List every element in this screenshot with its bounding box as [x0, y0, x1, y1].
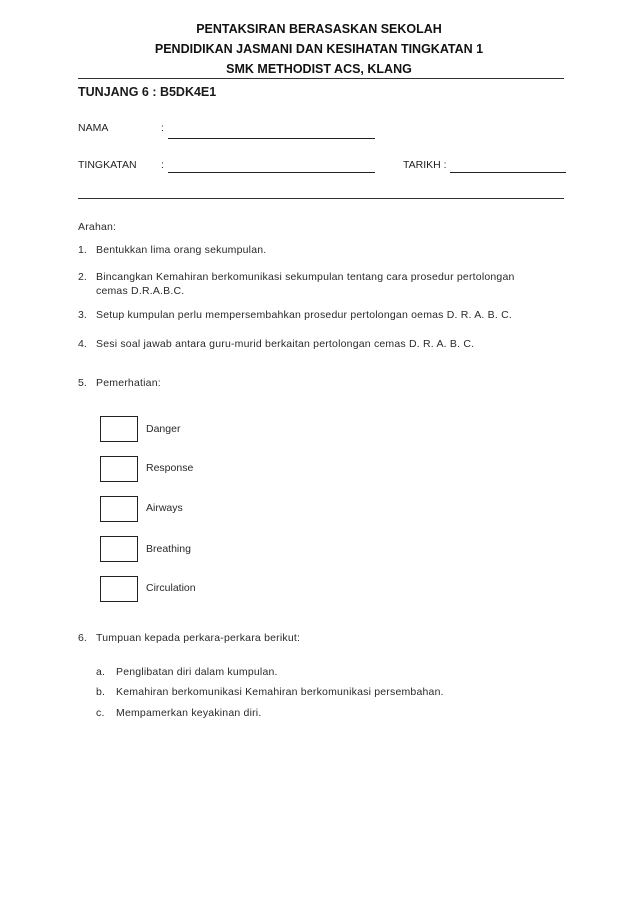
checklist-label: Response	[146, 462, 194, 474]
checkbox-circulation[interactable]	[100, 576, 138, 602]
nama-field[interactable]	[168, 138, 375, 139]
instruction-text: Bentukkan lima orang sekumpulan.	[96, 244, 267, 256]
subitem-letter: a.	[96, 666, 106, 678]
checkbox-airways[interactable]	[100, 496, 138, 522]
checkbox-response[interactable]	[100, 456, 138, 482]
instruction-text: Sesi soal jawab antara guru-murid berkaitan pertolongan cemas D. R. A. B. C.	[96, 338, 475, 350]
tarikh-label: TARIKH :	[403, 159, 447, 171]
header-title-1: PENTAKSIRAN BERASASKAN SEKOLAH	[196, 22, 442, 36]
instruction-text-continued: cemas D.R.A.B.C.	[96, 285, 185, 297]
instruction-text: Setup kumpulan perlu mempersembahkan prosedur pertolongan oemas D. R. A. B. C.	[96, 309, 512, 321]
tingkatan-colon: :	[161, 159, 164, 171]
instruction-number: 6.	[78, 632, 87, 644]
subitem-letter: c.	[96, 707, 105, 719]
instruction-text: Bincangkan Kemahiran berkomunikasi sekumpulan tentang cara prosedur pertolongan	[96, 271, 515, 283]
tunjang-code: TUNJANG 6 : B5DK4E1	[78, 85, 217, 99]
section-divider	[78, 198, 564, 199]
subitem-letter: b.	[96, 686, 106, 698]
instruction-number: 3.	[78, 309, 87, 321]
header-title-3: SMK METHODIST ACS, KLANG	[226, 62, 412, 76]
tingkatan-label: TINGKATAN	[78, 159, 137, 171]
header-title-2: PENDIDIKAN JASMANI DAN KESIHATAN TINGKATAN 1	[154, 42, 484, 56]
instruction-number: 2.	[78, 271, 87, 283]
instruction-number: 4.	[78, 338, 87, 350]
instruction-number: 5.	[78, 377, 87, 389]
subitem-text: Kemahiran berkomunikasi Kemahiran berkomunikasi persembahan.	[116, 686, 444, 698]
instruction-text: Tumpuan kepada perkara-perkara berikut:	[96, 632, 301, 644]
tingkatan-field[interactable]	[168, 172, 375, 173]
tarikh-field[interactable]	[450, 172, 566, 173]
header-divider	[78, 78, 564, 79]
checklist-label: Circulation	[146, 582, 196, 594]
instruction-number: 1.	[78, 244, 87, 256]
arahan-label: Arahan:	[78, 221, 117, 233]
instruction-text: Pemerhatian:	[96, 377, 161, 389]
checklist-label: Breathing	[146, 543, 191, 555]
nama-colon: :	[161, 122, 164, 134]
subitem-text: Penglibatan diri dalam kumpulan.	[116, 666, 278, 678]
checkbox-danger[interactable]	[100, 416, 138, 442]
subitem-text: Mempamerkan keyakinan diri.	[116, 707, 262, 719]
checkbox-breathing[interactable]	[100, 536, 138, 562]
checklist-label: Danger	[146, 423, 181, 435]
nama-label: NAMA	[78, 122, 109, 134]
checklist-label: Airways	[146, 502, 183, 514]
